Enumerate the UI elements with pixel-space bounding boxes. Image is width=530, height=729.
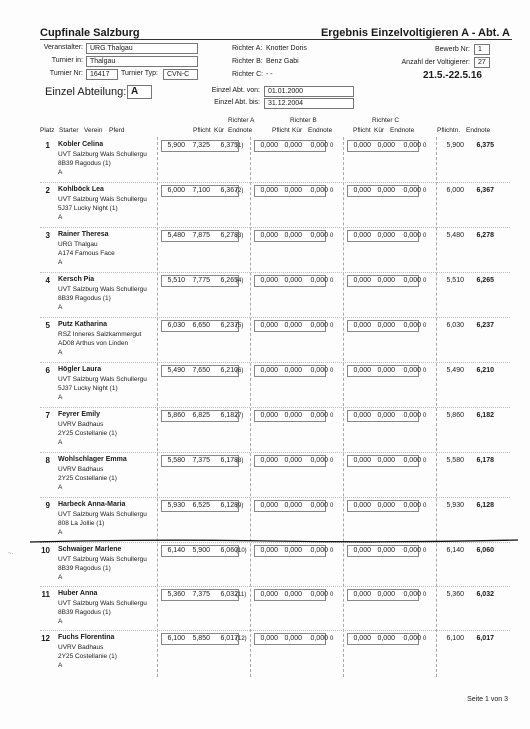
row-starter-name: Schwaiger Marlene <box>58 546 122 553</box>
row-pflichtn: 5,480 <box>446 232 464 239</box>
score-b-k: 0,000 <box>284 142 302 149</box>
row-horse: 8B39 Ragodus (1) <box>58 565 111 572</box>
score-b-e: 0,000 <box>310 547 328 554</box>
score-b-e: 0,000 <box>310 635 328 642</box>
row-club: UVT Salzburg Wals Schullergu <box>58 151 147 158</box>
score-a-k: 5,900 <box>192 547 210 554</box>
score-b-e: 0,000 <box>310 412 328 419</box>
score-b-p: 0,000 <box>260 277 278 284</box>
rank-c: 0 <box>423 548 427 554</box>
row-pflichtn: 6,140 <box>446 547 464 554</box>
score-c-k: 0,000 <box>377 457 395 464</box>
score-c-e: 0,000 <box>403 457 421 464</box>
row-horse: 2Y25 Costellanie (1) <box>58 653 117 660</box>
score-c-k: 0,000 <box>377 322 395 329</box>
abt-von-field: 01.01.2000 <box>264 86 354 97</box>
score-c-p: 0,000 <box>353 547 371 554</box>
score-a-e: 6,178 <box>220 457 238 464</box>
score-c-p: 0,000 <box>353 591 371 598</box>
rank-a: (1) <box>236 143 244 149</box>
pen-mark: ~· <box>8 551 14 557</box>
row-division: A <box>58 214 63 221</box>
richter-b-label: Richter B: <box>232 58 263 65</box>
row-pflichtn: 5,490 <box>446 367 464 374</box>
col-a-endnote: Endnote <box>228 127 253 134</box>
rank-b: 0 <box>330 636 334 642</box>
row-place: 3 <box>45 231 50 240</box>
row-endnote: 6,265 <box>476 277 494 284</box>
anzahl-label: Anzahl der Voltigierer: <box>401 59 470 66</box>
rank-a: (8) <box>236 458 244 464</box>
score-b-k: 0,000 <box>284 457 302 464</box>
score-b-k: 0,000 <box>284 367 302 374</box>
score-c-k: 0,000 <box>377 591 395 598</box>
col-c-endnote: Endnote <box>390 127 415 134</box>
row-pflichtn: 5,510 <box>446 277 464 284</box>
row-place: 12 <box>41 634 50 643</box>
row-division: A <box>58 304 63 311</box>
rank-a: (12) <box>236 636 247 642</box>
row-club: UVRV Badhaus <box>58 644 104 651</box>
score-a-k: 6,650 <box>192 322 210 329</box>
row-separator <box>40 630 510 631</box>
score-b-p: 0,000 <box>260 187 278 194</box>
row-place: 7 <box>45 411 50 420</box>
col-endnote-total: Endnote <box>466 127 491 134</box>
row-separator <box>40 452 510 453</box>
col-b-endnote: Endnote <box>308 127 333 134</box>
row-horse: 8B39 Ragodus (1) <box>58 609 111 616</box>
score-c-e: 0,000 <box>403 591 421 598</box>
score-a-k: 7,375 <box>192 457 210 464</box>
score-a-k: 7,875 <box>192 232 210 239</box>
row-endnote: 6,182 <box>476 412 494 419</box>
row-club: RSZ Inneres Salzkammergut <box>58 331 142 338</box>
row-division: A <box>58 169 63 176</box>
score-c-p: 0,000 <box>353 635 371 642</box>
row-starter-name: Wohlschlager Emma <box>58 456 127 463</box>
row-endnote: 6,278 <box>476 232 494 239</box>
row-place: 1 <box>45 141 50 150</box>
rank-a: (2) <box>236 188 244 194</box>
rank-b: 0 <box>330 278 334 284</box>
score-a-p: 6,030 <box>167 322 185 329</box>
row-horse: A174 Famous Face <box>58 250 115 257</box>
score-c-k: 0,000 <box>377 502 395 509</box>
col-richter-a: Richter A <box>228 117 255 124</box>
report-title: Ergebnis Einzelvoltigieren A - Abt. A <box>320 27 510 39</box>
score-a-e: 6,210 <box>220 367 238 374</box>
row-division: A <box>58 574 63 581</box>
col-richter-c: Richter C <box>372 117 400 124</box>
header-divider <box>40 39 512 40</box>
score-a-e: 6,128 <box>220 502 238 509</box>
score-c-k: 0,000 <box>377 277 395 284</box>
rank-b: 0 <box>330 413 334 419</box>
score-c-e: 0,000 <box>403 635 421 642</box>
rank-c: 0 <box>423 592 427 598</box>
row-starter-name: Feyrer Emily <box>58 411 101 418</box>
rank-c: 0 <box>423 233 427 239</box>
row-endnote: 6,237 <box>476 322 494 329</box>
row-separator <box>40 227 510 228</box>
score-b-k: 0,000 <box>284 187 302 194</box>
rank-a: (9) <box>236 503 244 509</box>
row-horse: 808 La Jollie (1) <box>58 520 105 527</box>
score-a-e: 6,367 <box>220 187 238 194</box>
score-a-e: 6,182 <box>220 412 238 419</box>
score-c-p: 0,000 <box>353 367 371 374</box>
rank-b: 0 <box>330 323 334 329</box>
score-b-k: 0,000 <box>284 591 302 598</box>
anzahl-field: 27 <box>474 57 490 68</box>
rank-a: (11) <box>236 592 247 598</box>
col-pflichtn: Pflichtn. <box>437 127 461 134</box>
score-b-p: 0,000 <box>260 457 278 464</box>
row-division: A <box>58 662 63 669</box>
rank-c: 0 <box>423 458 427 464</box>
row-division: A <box>58 349 63 356</box>
score-a-e: 6,375 <box>220 142 238 149</box>
row-horse: 8B39 Ragodus (1) <box>58 160 111 167</box>
rank-a: (7) <box>236 413 244 419</box>
score-c-e: 0,000 <box>403 367 421 374</box>
score-c-p: 0,000 <box>353 457 371 464</box>
row-separator <box>40 586 510 587</box>
turnier-typ-field: CVN-C <box>163 69 198 80</box>
row-pflichtn: 5,360 <box>446 591 464 598</box>
score-a-e: 6,032 <box>220 591 238 598</box>
score-a-p: 5,510 <box>167 277 185 284</box>
row-separator <box>40 317 510 318</box>
row-place: 9 <box>45 501 50 510</box>
score-c-k: 0,000 <box>377 232 395 239</box>
score-b-e: 0,000 <box>310 367 328 374</box>
score-a-k: 5,850 <box>192 635 210 642</box>
score-c-k: 0,000 <box>377 412 395 419</box>
row-endnote: 6,128 <box>476 502 494 509</box>
rank-b: 0 <box>330 592 334 598</box>
rank-b: 0 <box>330 503 334 509</box>
col-starter: Starter <box>59 127 79 134</box>
rank-c: 0 <box>423 323 427 329</box>
row-club: UVT Salzburg Wals Schullergu <box>58 286 147 293</box>
row-place: 8 <box>45 456 50 465</box>
score-b-p: 0,000 <box>260 412 278 419</box>
row-starter-name: Fuchs Florentina <box>58 634 115 641</box>
row-endnote: 6,017 <box>476 635 494 642</box>
row-division: A <box>58 439 63 446</box>
rank-c: 0 <box>423 278 427 284</box>
rank-b: 0 <box>330 188 334 194</box>
score-a-p: 5,490 <box>167 367 185 374</box>
row-starter-name: Kobler Celina <box>58 141 104 148</box>
score-c-e: 0,000 <box>403 187 421 194</box>
score-a-e: 6,265 <box>220 277 238 284</box>
score-b-e: 0,000 <box>310 591 328 598</box>
row-starter-name: Kersch Pia <box>58 276 95 283</box>
row-starter-name: Harbeck Anna-Maria <box>58 501 126 508</box>
row-endnote: 6,367 <box>476 187 494 194</box>
veranstalter-field: URG Thalgau <box>86 43 198 54</box>
row-place: 5 <box>45 321 50 330</box>
col-a-pflicht: Pflicht <box>193 127 211 134</box>
score-a-k: 7,775 <box>192 277 210 284</box>
col-platz: Platz <box>40 127 55 134</box>
rank-c: 0 <box>423 413 427 419</box>
row-separator <box>40 407 510 408</box>
row-division: A <box>58 259 63 266</box>
row-place: 6 <box>45 366 50 375</box>
score-b-e: 0,000 <box>310 277 328 284</box>
row-pflichtn: 6,030 <box>446 322 464 329</box>
rank-a: (5) <box>236 323 244 329</box>
score-a-p: 6,100 <box>167 635 185 642</box>
score-c-k: 0,000 <box>377 547 395 554</box>
col-pferd: Pferd <box>109 127 125 134</box>
row-horse: 5J37 Lucky Night (1) <box>58 385 118 392</box>
rank-b: 0 <box>330 143 334 149</box>
score-a-e: 6,237 <box>220 322 238 329</box>
row-starter-name: Högler Laura <box>58 366 102 373</box>
score-c-p: 0,000 <box>353 142 371 149</box>
row-separator <box>40 497 510 498</box>
abt-von-label: Einzel Abt. von: <box>211 87 260 94</box>
row-starter-name: Kohlböck Lea <box>58 186 104 193</box>
score-b-e: 0,000 <box>310 142 328 149</box>
date-range: 21.5.-22.5.16 <box>423 70 482 81</box>
turnier-nr-label: Turnier Nr: <box>49 70 83 77</box>
score-c-p: 0,000 <box>353 232 371 239</box>
score-b-e: 0,000 <box>310 322 328 329</box>
score-c-k: 0,000 <box>377 367 395 374</box>
score-a-p: 6,000 <box>167 187 185 194</box>
rank-b: 0 <box>330 458 334 464</box>
score-b-k: 0,000 <box>284 502 302 509</box>
score-c-k: 0,000 <box>377 142 395 149</box>
rank-a: (3) <box>236 233 244 239</box>
row-starter-name: Huber Anna <box>58 590 98 597</box>
score-c-e: 0,000 <box>403 502 421 509</box>
score-c-p: 0,000 <box>353 502 371 509</box>
score-a-e: 6,278 <box>220 232 238 239</box>
row-pflichtn: 5,580 <box>446 457 464 464</box>
bewerb-nr-field: 1 <box>474 44 490 55</box>
turnier-in-label: Turnier in: <box>51 57 83 64</box>
rank-c: 0 <box>423 636 427 642</box>
score-a-p: 5,900 <box>167 142 185 149</box>
row-horse: 8B39 Ragodus (1) <box>58 295 111 302</box>
richter-a-label: Richter A: <box>232 45 263 52</box>
score-a-p: 5,860 <box>167 412 185 419</box>
rank-c: 0 <box>423 368 427 374</box>
row-place: 11 <box>41 590 50 599</box>
bewerb-nr-label: Bewerb Nr: <box>434 46 470 53</box>
score-a-e: 6,017 <box>220 635 238 642</box>
score-b-p: 0,000 <box>260 367 278 374</box>
score-b-e: 0,000 <box>310 457 328 464</box>
turnier-in-field: Thalgau <box>86 56 198 67</box>
score-c-e: 0,000 <box>403 142 421 149</box>
score-b-p: 0,000 <box>260 232 278 239</box>
row-club: UVT Salzburg Wals Schullergu <box>58 556 147 563</box>
row-endnote: 6,060 <box>476 547 494 554</box>
col-richter-b: Richter B <box>290 117 317 124</box>
row-club: UVT Salzburg Wals Schullergu <box>58 376 147 383</box>
score-c-k: 0,000 <box>377 187 395 194</box>
col-a-kuer: Kür <box>214 127 225 134</box>
score-b-p: 0,000 <box>260 502 278 509</box>
rank-c: 0 <box>423 188 427 194</box>
richter-a-name: Knotter Doris <box>266 45 307 52</box>
score-a-p: 5,930 <box>167 502 185 509</box>
rank-b: 0 <box>330 548 334 554</box>
score-b-k: 0,000 <box>284 232 302 239</box>
row-horse: AD08 Arthus von Linden <box>58 340 129 347</box>
col-c-kuer: Kür <box>374 127 385 134</box>
score-a-p: 5,360 <box>167 591 185 598</box>
row-place: 10 <box>41 546 50 555</box>
score-b-k: 0,000 <box>284 412 302 419</box>
row-endnote: 6,210 <box>476 367 494 374</box>
row-horse: 5J37 Lucky Night (1) <box>58 205 118 212</box>
rank-c: 0 <box>423 143 427 149</box>
score-b-p: 0,000 <box>260 547 278 554</box>
row-place: 2 <box>45 186 50 195</box>
row-separator <box>40 182 510 183</box>
row-division: A <box>58 618 63 625</box>
row-club: UVT Salzburg Wals Schullergu <box>58 511 147 518</box>
score-a-k: 7,325 <box>192 142 210 149</box>
row-pflichtn: 5,930 <box>446 502 464 509</box>
row-horse: 2Y25 Costellanie (1) <box>58 475 117 482</box>
row-club: UVT Salzburg Wals Schullergu <box>58 600 147 607</box>
row-pflichtn: 5,900 <box>446 142 464 149</box>
page-indicator: Seite 1 von 3 <box>467 696 508 703</box>
row-club: URG Thalgau <box>58 241 98 248</box>
row-pflichtn: 5,860 <box>446 412 464 419</box>
row-endnote: 6,375 <box>476 142 494 149</box>
col-b-kuer: Kür <box>292 127 303 134</box>
col-b-pflicht: Pflicht <box>272 127 290 134</box>
score-b-p: 0,000 <box>260 635 278 642</box>
abt-bis-field: 31.12.2004 <box>264 98 354 109</box>
score-a-k: 7,375 <box>192 591 210 598</box>
row-separator <box>40 362 510 363</box>
abteilung-field: A <box>127 85 152 99</box>
row-division: A <box>58 394 63 401</box>
rank-c: 0 <box>423 503 427 509</box>
abt-bis-label: Einzel Abt. bis: <box>214 99 260 106</box>
score-a-p: 5,480 <box>167 232 185 239</box>
row-club: UVT Salzburg Wals Schullergu <box>58 196 147 203</box>
row-place: 4 <box>45 276 50 285</box>
score-a-k: 7,100 <box>192 187 210 194</box>
col-verein: Verein <box>84 127 103 134</box>
turnier-nr-field: 16417 <box>86 69 118 80</box>
score-a-p: 5,580 <box>167 457 185 464</box>
rank-a: (10) <box>236 548 247 554</box>
rank-b: 0 <box>330 368 334 374</box>
abteilung-label: Einzel Abteilung: <box>45 86 127 98</box>
score-b-p: 0,000 <box>260 142 278 149</box>
richter-c-label: Richter C: <box>232 71 264 78</box>
rank-b: 0 <box>330 233 334 239</box>
row-club: UVRV Badhaus <box>58 421 104 428</box>
score-a-p: 6,140 <box>167 547 185 554</box>
row-endnote: 6,032 <box>476 591 494 598</box>
score-b-e: 0,000 <box>310 187 328 194</box>
row-pflichtn: 6,000 <box>446 187 464 194</box>
score-a-k: 6,825 <box>192 412 210 419</box>
separator-stroke <box>30 537 518 545</box>
col-c-pflicht: Pflicht <box>353 127 371 134</box>
score-c-k: 0,000 <box>377 635 395 642</box>
event-title: Cupfinale Salzburg <box>40 27 140 39</box>
row-horse: 2Y25 Costellanie (1) <box>58 430 117 437</box>
score-b-k: 0,000 <box>284 547 302 554</box>
score-c-e: 0,000 <box>403 547 421 554</box>
row-division: A <box>58 484 63 491</box>
score-c-p: 0,000 <box>353 277 371 284</box>
score-a-k: 6,525 <box>192 502 210 509</box>
rank-a: (4) <box>236 278 244 284</box>
score-b-k: 0,000 <box>284 322 302 329</box>
score-c-p: 0,000 <box>353 187 371 194</box>
row-pflichtn: 6,100 <box>446 635 464 642</box>
score-b-p: 0,000 <box>260 591 278 598</box>
score-a-k: 7,650 <box>192 367 210 374</box>
turnier-typ-label: Turnier Typ: <box>121 70 158 77</box>
richter-c-name: - - <box>266 71 273 78</box>
score-c-e: 0,000 <box>403 412 421 419</box>
score-c-e: 0,000 <box>403 277 421 284</box>
row-endnote: 6,178 <box>476 457 494 464</box>
score-b-k: 0,000 <box>284 635 302 642</box>
row-separator <box>40 272 510 273</box>
richter-b-name: Benz Gabi <box>266 58 299 65</box>
score-b-e: 0,000 <box>310 232 328 239</box>
row-starter-name: Putz Katharina <box>58 321 108 328</box>
score-a-e: 6,060 <box>220 547 238 554</box>
veranstalter-label: Veranstalter: <box>43 44 83 51</box>
score-b-k: 0,000 <box>284 277 302 284</box>
score-c-p: 0,000 <box>353 322 371 329</box>
rank-a: (6) <box>236 368 244 374</box>
score-c-p: 0,000 <box>353 412 371 419</box>
score-b-p: 0,000 <box>260 322 278 329</box>
row-club: UVRV Badhaus <box>58 466 104 473</box>
row-starter-name: Rainer Theresa <box>58 231 109 238</box>
score-b-e: 0,000 <box>310 502 328 509</box>
score-c-e: 0,000 <box>403 232 421 239</box>
score-c-e: 0,000 <box>403 322 421 329</box>
row-division: A <box>58 529 63 536</box>
